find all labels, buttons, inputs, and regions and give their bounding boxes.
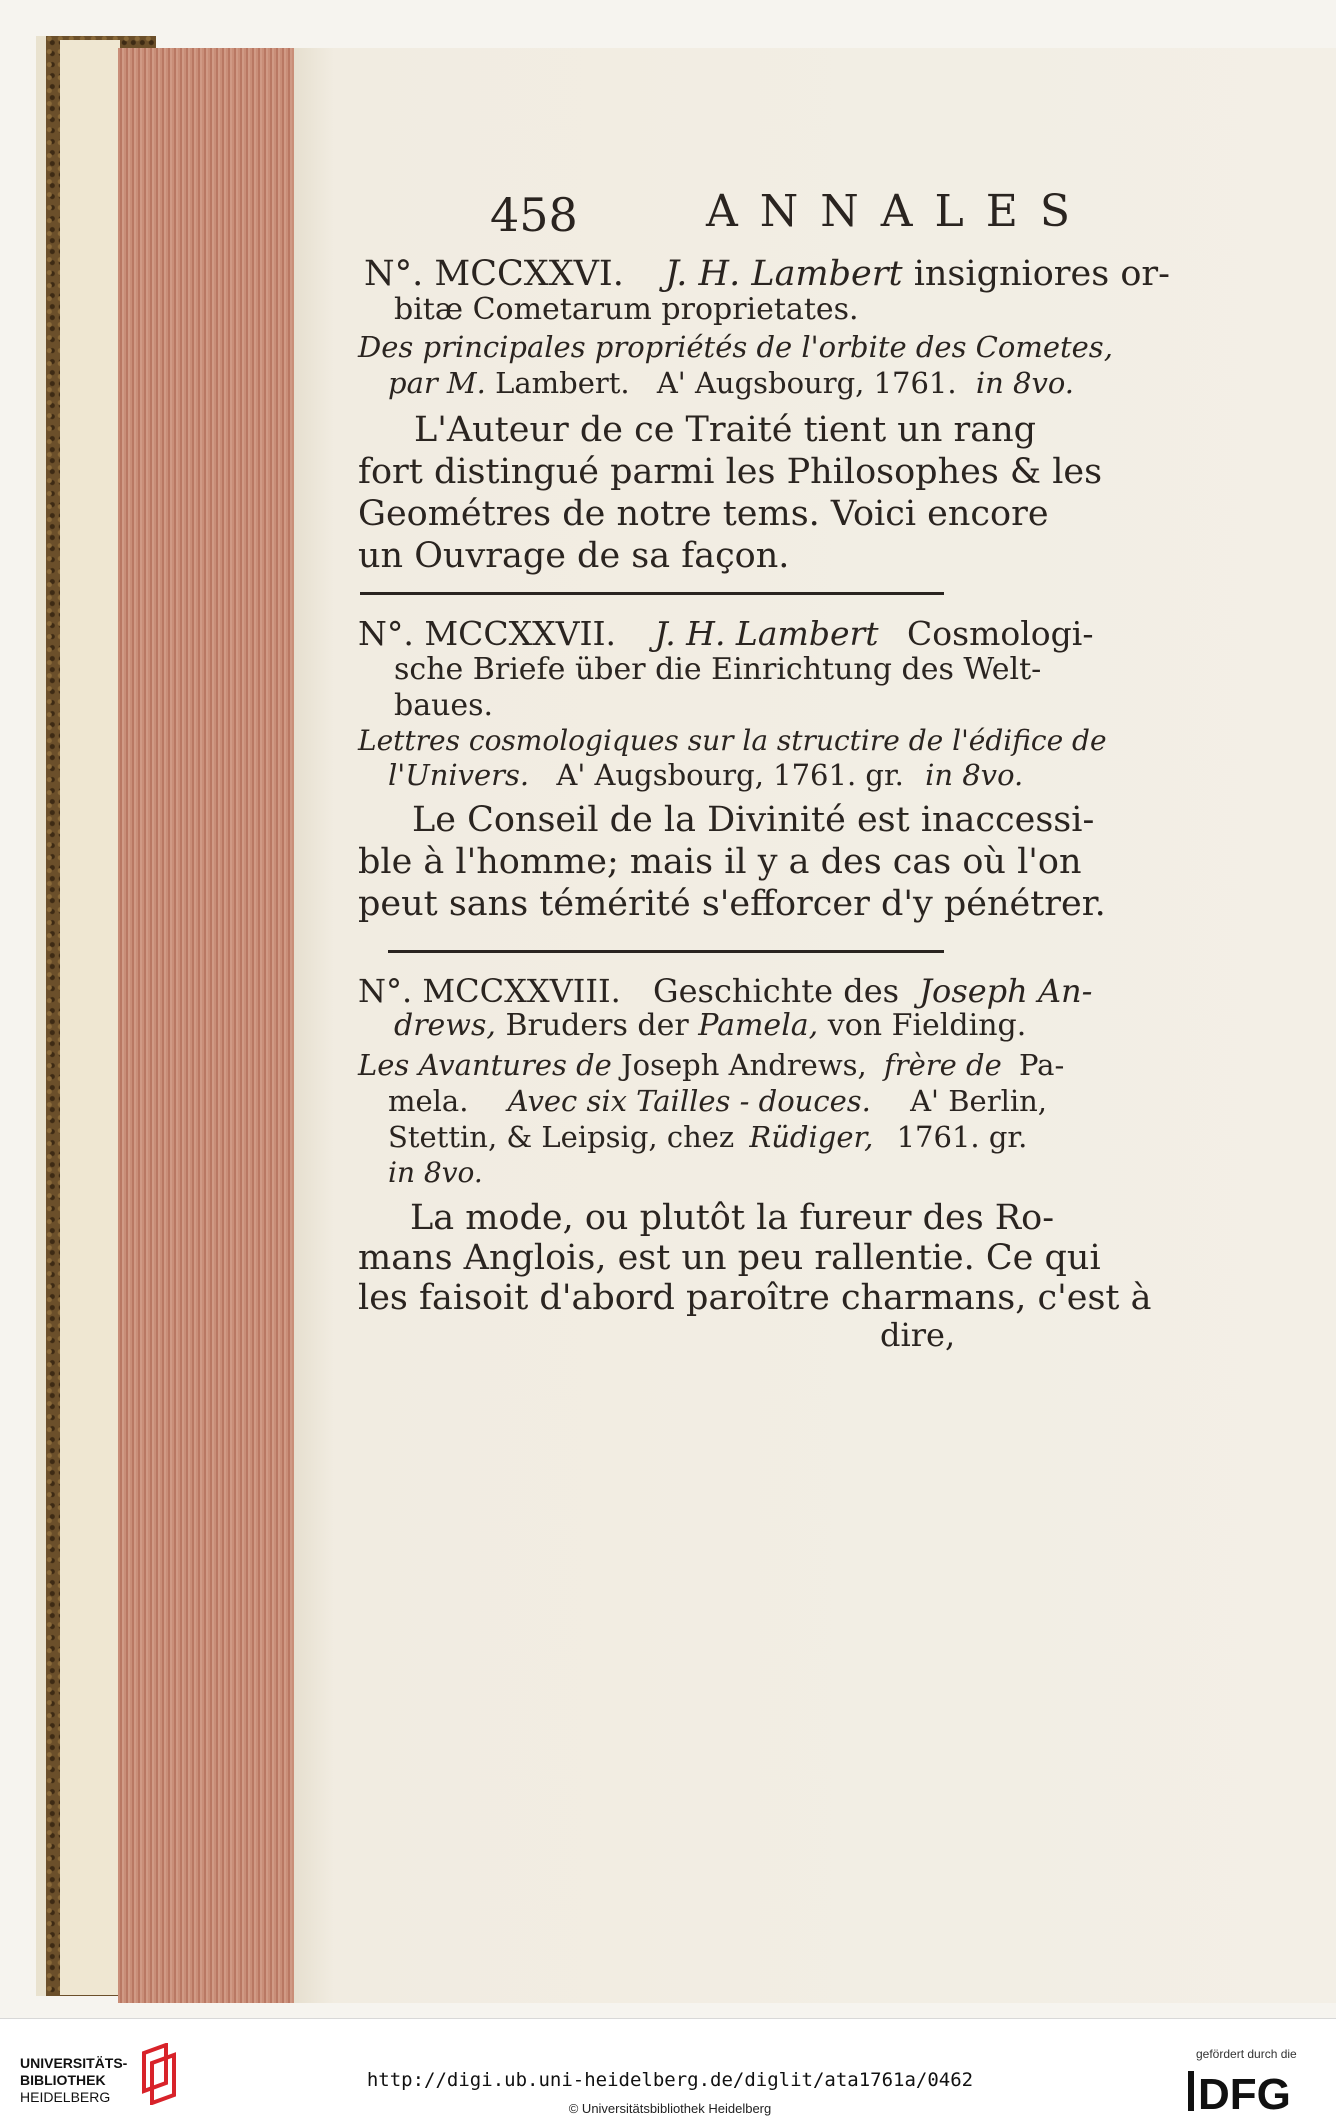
entry-1-body-line-1: L'Auteur de ce Traité tient un rang: [414, 410, 1037, 450]
library-logo-icon: [136, 2043, 180, 2105]
entry-number: N°. MCCXXVII.: [358, 614, 617, 653]
library-name-line: BIBLIOTHEK: [20, 2072, 106, 2088]
imprint-author: Lambert.: [495, 366, 630, 400]
imprint-text: mela.: [388, 1084, 469, 1118]
imprint-italic: l'Univers.: [388, 758, 530, 792]
imprint-text: Pa-: [1018, 1048, 1065, 1082]
entry-2-body-line-1: Le Conseil de la Divinité est inaccessi-: [412, 800, 1095, 840]
entry-3-french-line-2: [388, 1084, 1047, 1118]
funding-label: gefördert durch die: [1196, 2047, 1297, 2061]
entry-2-title-line-3: baues.: [394, 688, 494, 723]
entry-3-body-line-2: mans Anglois, est un peu rallentie. Ce qui: [358, 1238, 1101, 1278]
entry-3-body-line-3: les faisoit d'abord paroître charmans, c'est à: [358, 1278, 1152, 1318]
section-divider-1: [360, 592, 944, 595]
imprint-italic: par M.: [388, 366, 486, 400]
imprint-italic: Avec six Tailles - douces.: [507, 1084, 871, 1118]
library-name: [20, 2055, 127, 2106]
entry-number: N°. MCCXXVI.: [364, 254, 624, 294]
entry-1-body-line-4: un Ouvrage de sa façon.: [358, 536, 790, 576]
running-header: ANNALES: [706, 186, 1093, 237]
entry-1-french-line-1: Des principales propriétés de l'orbite des Cometes,: [358, 330, 1113, 364]
imprint-place-date: A' Augsbourg, 1761. gr.: [556, 758, 904, 792]
title-text: Cosmologi-: [907, 614, 1094, 653]
entry-number: N°. MCCXXVIII.: [358, 972, 621, 1010]
imprint-place-date: A' Augsbourg, 1761.: [656, 366, 957, 400]
title-text: Geschichte des: [653, 972, 900, 1010]
title-italic: Pamela,: [698, 1008, 819, 1043]
imprint-format: in 8vo.: [925, 758, 1024, 792]
imprint-date: 1761. gr.: [896, 1120, 1028, 1154]
funder-name: DFG: [1198, 2070, 1291, 2115]
author-name: drews,: [394, 1008, 496, 1043]
entry-3-title-line-2: [394, 1008, 1026, 1043]
title-text: insigniores or-: [913, 254, 1170, 294]
entry-2-body-line-3: peut sans témérité s'efforcer d'y pénétrer.: [358, 884, 1106, 924]
imprint-publisher: Rüdiger,: [749, 1120, 874, 1154]
imprint-italic: Les Avantures de: [358, 1048, 612, 1082]
section-divider-2: [388, 950, 944, 953]
viewer-footer: [0, 2018, 1336, 2122]
imprint-format: in 8vo.: [975, 366, 1075, 400]
entry-1-body-line-3: Geométres de notre tems. Voici encore: [358, 494, 1049, 534]
entry-3-title-line-1: [358, 972, 1092, 1010]
entry-3-french-line-1: [358, 1048, 1064, 1082]
entry-2-title-line-2: sche Briefe über die Einrichtung des Welt-: [394, 652, 1042, 687]
entry-2-french-line-2: [388, 758, 1023, 792]
cover-board-edge: [60, 40, 120, 1995]
author-name: Joseph An-: [919, 972, 1093, 1010]
page-edges: [118, 48, 297, 2003]
page-number: 458: [490, 188, 578, 242]
catchword: dire,: [880, 1316, 956, 1354]
entry-1-french-line-2: [388, 366, 1074, 400]
entry-1-title-line-1: [364, 254, 1170, 294]
title-text: Bruders der: [505, 1008, 689, 1043]
library-name-line: UNIVERSITÄTS-: [20, 2055, 128, 2071]
permalink-url[interactable]: http://digi.ub.uni-heidelberg.de/diglit/ata1761a/0462: [366, 2069, 974, 2091]
entry-3-body-line-1: La mode, ou plutôt la fureur des Ro-: [410, 1198, 1055, 1238]
author-name: J. H. Lambert: [654, 614, 879, 653]
author-name: J. H. Lambert: [664, 254, 903, 294]
entry-2-french-line-1: Lettres cosmologiques sur la structire de l'édifice de: [358, 724, 1107, 757]
imprint-text: Joseph Andrews,: [621, 1048, 867, 1082]
imprint-text: Stettin, & Leipsig, chez: [388, 1120, 735, 1154]
entry-1-body-line-2: fort distingué parmi les Philosophes & les: [358, 452, 1103, 492]
library-name-line: HEIDELBERG: [20, 2089, 111, 2105]
copyright-notice: © Universitätsbibliothek Heidelberg: [568, 2101, 772, 2116]
dfg-logo-icon: [1188, 2067, 1318, 2115]
imprint-place: A' Berlin,: [910, 1084, 1048, 1118]
title-text: von Fielding.: [827, 1008, 1027, 1043]
entry-1-title-line-2: bitæ Cometarum proprietates.: [394, 292, 859, 327]
entry-2-title-line-1: [358, 614, 1093, 653]
entry-3-french-line-4: in 8vo.: [388, 1156, 483, 1189]
entry-3-french-line-3: [388, 1120, 1027, 1154]
entry-2-body-line-2: ble à l'homme; mais il y a des cas où l'on: [358, 842, 1082, 882]
book-page: [294, 48, 1336, 2003]
imprint-italic: frère de: [884, 1048, 1002, 1082]
